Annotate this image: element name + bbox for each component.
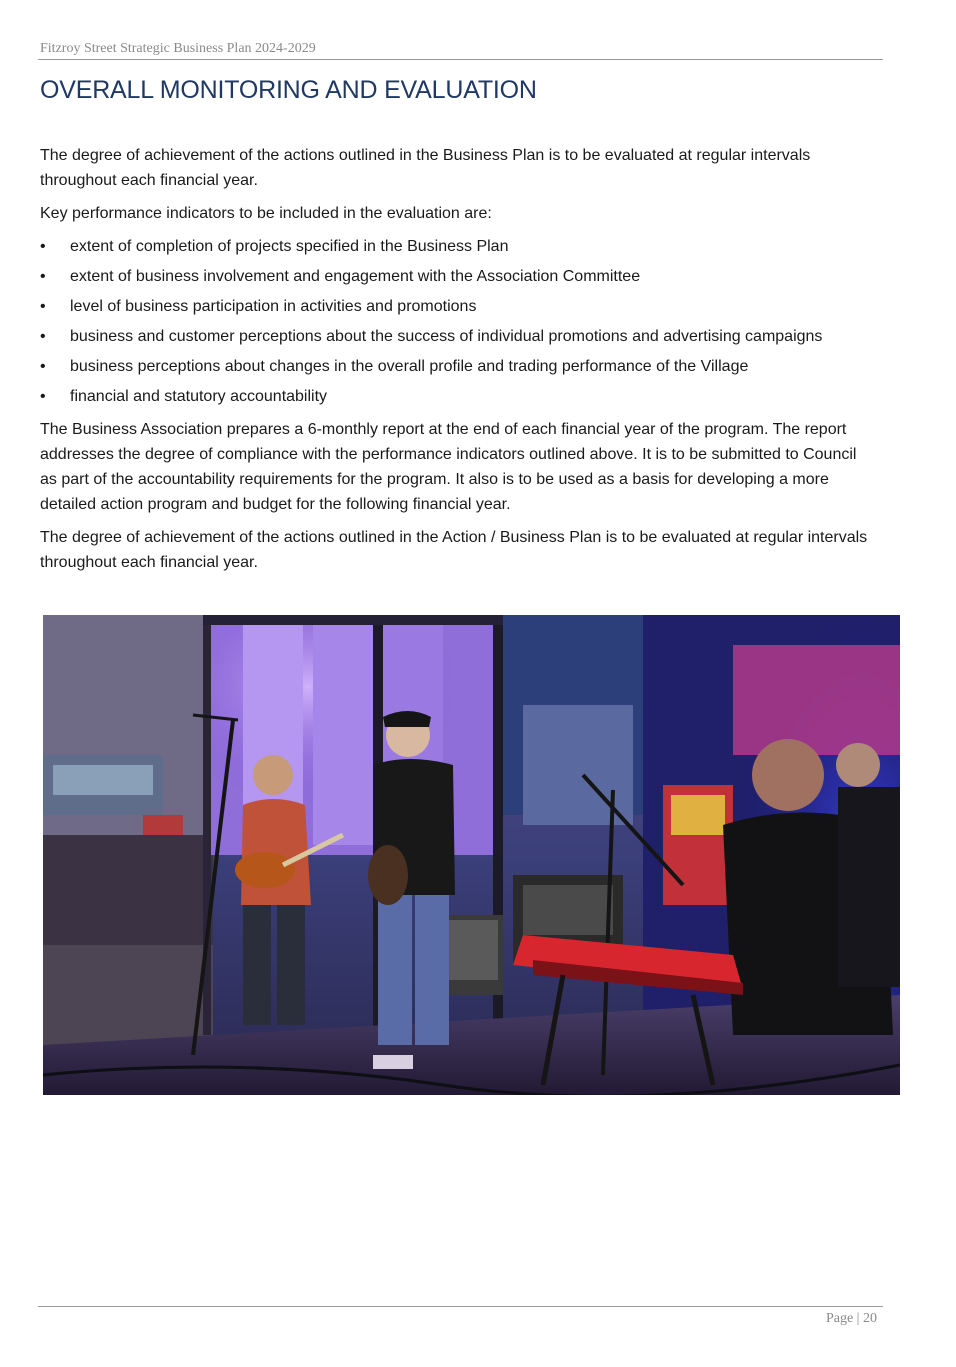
list-item — [40, 384, 875, 409]
band-performance-photo — [43, 615, 900, 1095]
page-number: Page | 20 — [825, 1311, 877, 1326]
list-item — [40, 264, 875, 289]
kpi-lead-paragraph: Key performance indicators to be included in the evaluation are: — [40, 205, 492, 222]
kpi-list — [40, 234, 875, 409]
bullet-icon: • — [40, 238, 46, 255]
list-item-text: financial and statutory accountability — [70, 388, 328, 405]
footer-divider — [38, 1306, 883, 1307]
list-item — [40, 294, 875, 319]
closing-paragraph: The degree of achievement of the actions outlined in the Action / Business Plan is to be evaluated at regular intervals throughout each financial year. — [40, 529, 868, 571]
list-item-text: level of business participation in activities and promotions — [70, 298, 477, 315]
bullet-icon: • — [40, 388, 46, 405]
list-item-text: extent of business involvement and engagement with the Association Committee — [70, 268, 641, 285]
list-item — [40, 234, 875, 259]
bullet-icon: • — [40, 268, 46, 285]
list-item — [40, 324, 875, 349]
bullet-icon: • — [40, 298, 46, 315]
running-header: Fitzroy Street Strategic Business Plan 2024-2029 — [40, 41, 316, 56]
intro-paragraph: The degree of achievement of the actions outlined in the Business Plan is to be evaluated at regular intervals throughout each financial year. — [40, 147, 811, 189]
body-text — [40, 143, 875, 583]
report-paragraph: The Business Association prepares a 6-monthly report at the end of each financial year of the program. The report addresses the degree of compliance with the performance indicators outlined above. It is to be submitted to Council as part of the accountability requirements for the program. It also is to be used as a basis for developing a more detailed action program and budget for the following financial year. — [40, 421, 857, 513]
list-item-text: extent of completion of projects specified in the Business Plan — [70, 238, 509, 255]
bullet-icon: • — [40, 328, 46, 345]
list-item-text: business perceptions about changes in the overall profile and trading performance of the Village — [70, 358, 749, 375]
bullet-icon: • — [40, 358, 46, 375]
list-item — [40, 354, 875, 379]
header-divider — [38, 59, 883, 60]
page-title: OVERALL MONITORING AND EVALUATION — [40, 76, 537, 104]
list-item-text: business and customer perceptions about the success of individual promotions and advertising campaigns — [70, 328, 823, 345]
